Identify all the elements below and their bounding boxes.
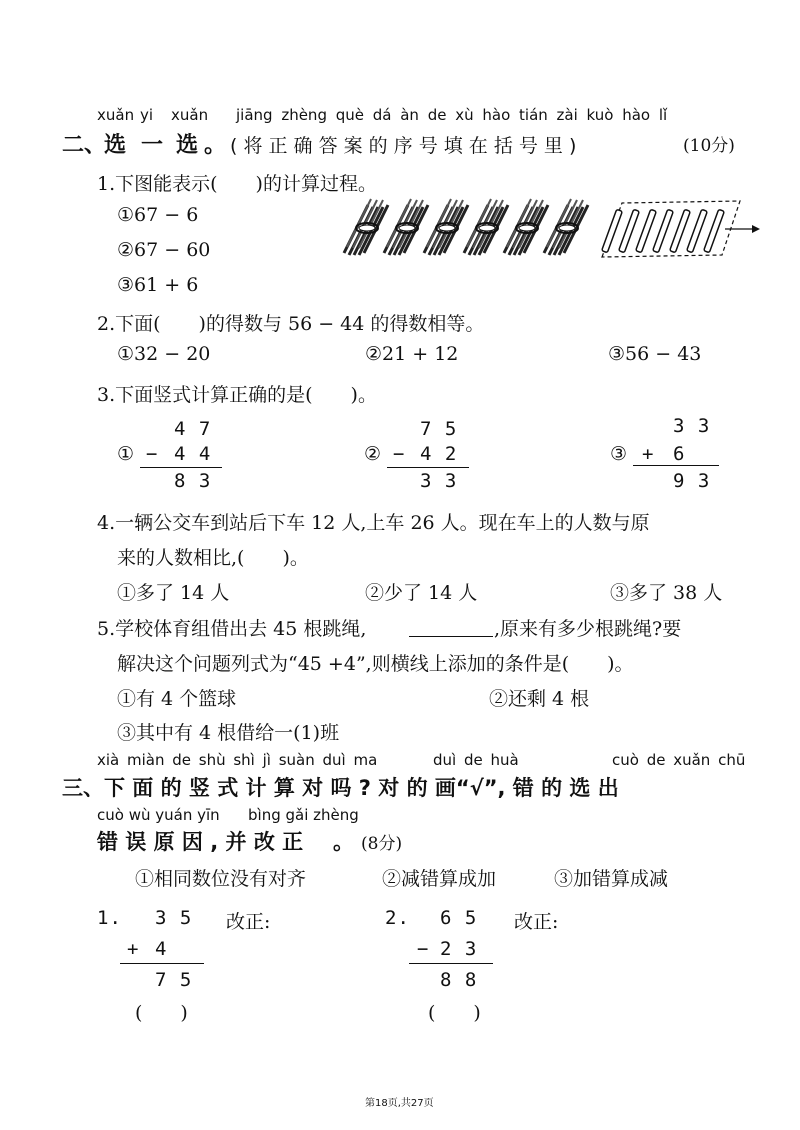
section3-title-line1: 三、下 面 的 竖 式 计 算 对 吗 ? 对 的 画“√”, 错 的 选 出 — [62, 776, 619, 800]
arrow-icon — [752, 225, 760, 233]
section2-char-3: 选 — [176, 133, 199, 158]
q1-option-3[interactable]: ③61 + 6 — [117, 274, 199, 296]
section2-char-4: 。 — [204, 133, 227, 158]
section3-pinyin-3: cuò de xuǎn chū — [612, 751, 746, 769]
page-footer: 第18页,共27页 — [365, 1098, 434, 1109]
q4-option-3[interactable]: ③多了 38 人 — [610, 582, 723, 604]
problem1-top: 3 5 — [155, 907, 193, 929]
q3-calc2-line — [387, 467, 469, 468]
q2-option-1[interactable]: ①32 − 20 — [117, 343, 211, 365]
q2-stem: 2.下面( )的得数与 56 − 44 的得数相等。 — [97, 313, 485, 335]
q4-option-1[interactable]: ①多了 14 人 — [117, 582, 230, 604]
pinyin-instruction: jiāng zhèng què dá àn de xù hào tián zài kuò hào lǐ — [236, 106, 668, 124]
section2-char-2: 一 — [141, 133, 164, 158]
problem2-line — [409, 963, 493, 964]
pinyin-yi: yi — [140, 106, 154, 124]
problem1-result: 7 5 — [155, 969, 193, 991]
problem1-bottom: 4 — [155, 938, 168, 960]
q3-calc1-label[interactable]: ① — [117, 443, 135, 465]
section3-pinyin-4: cuò wù yuán yīn — [97, 806, 220, 824]
q3-calc1-top: 4 7 — [174, 418, 212, 440]
q3-calc1-bottom: 4 4 — [174, 443, 212, 465]
q3-calc3-bottom: 6 — [673, 443, 686, 465]
q3-calc2-bottom: 4 2 — [420, 443, 458, 465]
bundle-4 — [464, 199, 508, 255]
q5-stem-line1a: 5.学校体育组借出去 45 根跳绳, — [97, 618, 367, 640]
problem1-op: + — [127, 938, 140, 960]
section3-pinyin-5: bìng gǎi zhèng — [248, 806, 359, 824]
problem1-number: 1. — [97, 907, 122, 929]
bundle-1 — [344, 199, 388, 255]
pinyin-xuan: xuǎn — [97, 106, 135, 124]
q3-calc3-op: + — [642, 443, 655, 465]
section2-instruction: ( 将 正 确 答 案 的 序 号 填 在 括 号 里 ) — [230, 135, 577, 157]
q5-option-2[interactable]: ②还剩 4 根 — [489, 688, 590, 710]
q5-stem-line2: 解决这个问题列式为“45 +4”,则横线上添加的条件是( )。 — [117, 653, 634, 675]
section2-char-1: 选 — [104, 133, 127, 158]
q3-calc3-result: 9 3 — [673, 470, 711, 492]
pinyin-xuan-2: xuǎn — [171, 106, 209, 124]
reason-1: ①相同数位没有对齐 — [135, 868, 307, 890]
q3-calc3-line — [633, 465, 719, 466]
q3-calc1-line — [140, 467, 222, 468]
bundle-3 — [424, 199, 468, 255]
bundle-6 — [544, 199, 588, 255]
q1-option-1[interactable]: ①67 − 6 — [117, 204, 199, 226]
q4-option-2[interactable]: ②少了 14 人 — [365, 582, 478, 604]
q4-stem-line2: 来的人数相比,( )。 — [117, 547, 309, 569]
problem1-answer-brackets[interactable]: ( ) — [135, 1002, 188, 1024]
q3-calc3-label[interactable]: ③ — [610, 443, 628, 465]
q3-calc2-result: 3 3 — [420, 470, 458, 492]
reason-3: ③加错算成减 — [554, 868, 669, 890]
problem2-number: 2. — [385, 907, 410, 929]
q2-option-2[interactable]: ②21 + 12 — [365, 343, 459, 365]
q5-option-1[interactable]: ①有 4 个篮球 — [117, 688, 237, 710]
q3-calc1-result: 8 3 — [174, 470, 212, 492]
q5-stem-line1b: ,原来有多少根跳绳?要 — [494, 618, 682, 640]
section3-pinyin-1: xià miàn de shù shì jì suàn duì ma — [97, 751, 378, 769]
q3-calc3-top: 3 3 — [673, 415, 711, 437]
problem1-fix-label[interactable]: 改正: — [226, 911, 271, 933]
problem2-fix-label[interactable]: 改正: — [514, 911, 559, 933]
problem2-answer-brackets[interactable]: ( ) — [428, 1002, 481, 1024]
section3-title-period: 。 — [333, 830, 354, 854]
q2-option-3[interactable]: ③56 − 43 — [608, 343, 702, 365]
problem1-line — [120, 963, 204, 964]
stick-bundles-figure — [340, 195, 760, 265]
problem2-top: 6 5 — [440, 907, 478, 929]
problem2-bottom: 2 3 — [440, 938, 478, 960]
section3-title-line2: 错 误 原 因 , 并 改 正 — [97, 830, 304, 854]
reason-2: ②减错算成加 — [382, 868, 497, 890]
section3-pinyin-2: duì de huà — [433, 751, 519, 769]
section3-score: (8分) — [361, 834, 403, 854]
section2-score: (10分) — [683, 136, 735, 156]
q3-stem: 3.下面竖式计算正确的是( )。 — [97, 384, 377, 406]
q5-option-3[interactable]: ③其中有 4 根借给一(1)班 — [117, 722, 340, 744]
bundle-5 — [504, 199, 548, 255]
q1-option-2[interactable]: ②67 − 60 — [117, 239, 211, 261]
section2-number: 二、 — [62, 133, 107, 158]
q3-calc1-op: − — [146, 443, 159, 465]
q3-calc2-top: 7 5 — [420, 418, 458, 440]
single-sticks — [602, 209, 725, 252]
q5-blank-line[interactable] — [409, 636, 493, 637]
q1-stem: 1.下图能表示( )的计算过程。 — [97, 173, 377, 195]
q3-calc2-op: − — [393, 443, 406, 465]
problem2-result: 8 8 — [440, 969, 478, 991]
bundle-2 — [384, 199, 428, 255]
q3-calc2-label[interactable]: ② — [364, 443, 382, 465]
q4-stem-line1: 4.一辆公交车到站后下车 12 人,上车 26 人。现在车上的人数与原 — [97, 512, 650, 534]
problem2-op: − — [417, 938, 430, 960]
